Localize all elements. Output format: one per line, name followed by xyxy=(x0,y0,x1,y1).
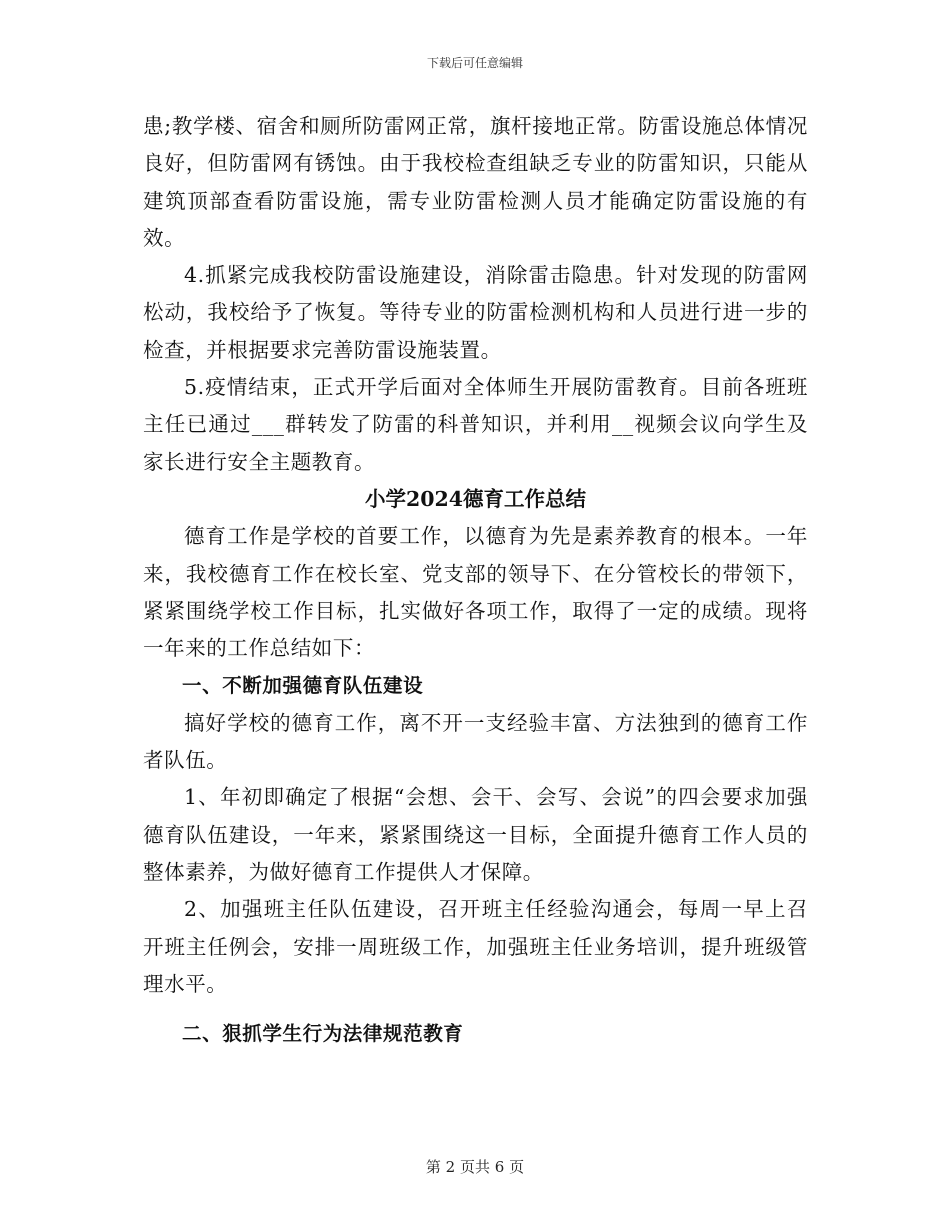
page-footer: 第 2 页共 6 页 xyxy=(425,1158,525,1176)
section-heading: 二、狠抓学生行为法律规范教育 xyxy=(182,1022,464,1046)
paragraph: 搞好学校的德育工作，离不开一支经验丰富、方法独到的德育工作者队伍。 xyxy=(143,710,808,773)
paragraph: 德育工作是学校的首要工作，以德育为先是素养教育的根本。一年来，我校德育工作在校长室、党支部的领导下、在分管校长的带领下，紧紧围绕学校工作目标，扎实做好各项工作，取得了一定的成绩。现将一年来的工作总结如下： xyxy=(143,524,808,661)
paragraph: 患;教学楼、宿舍和厕所防雷网正常，旗杆接地正常。防雷设施总体情况良好，但防雷网有锈蚀。由于我校检查组缺乏专业的防雷知识，只能从建筑顶部查看防雷设施，需专业防雷检测人员才能确定防雷设施的有效。 xyxy=(143,114,808,250)
document-title: 小学2024德育工作总结 xyxy=(364,486,587,511)
paragraph: 5.疫情结束，正式开学后面对全体师生开展防雷教育。目前各班班主任已通过___群转发了防雷的科普知识，并利用__视频会议向学生及家长进行安全主题教育。 xyxy=(143,375,808,474)
paragraph: 2、加强班主任队伍建设，召开班主任经验沟通会，每周一早上召开班主任例会，安排一周班级工作，加强班主任业务培训，提升班级管理水平。 xyxy=(143,897,808,996)
paragraph: 4.抓紧完成我校防雷设施建设，消除雷击隐患。针对发现的防雷网松动，我校给予了恢复。等待专业的防雷检测机构和人员进行进一步的检查，并根据要求完善防雷设施装置。 xyxy=(143,263,808,362)
page-header: 下载后可任意编辑 xyxy=(426,56,523,70)
document-body xyxy=(143,108,808,1052)
section-heading: 一、不断加强德育队伍建设 xyxy=(182,674,424,698)
paragraph: 1、年初即确定了根据“会想、会干、会写、会说”的四会要求加强德育队伍建设，一年来，紧紧围绕这一目标，全面提升德育工作人员的整体素养，为做好德育工作提供人才保障。 xyxy=(143,785,808,884)
